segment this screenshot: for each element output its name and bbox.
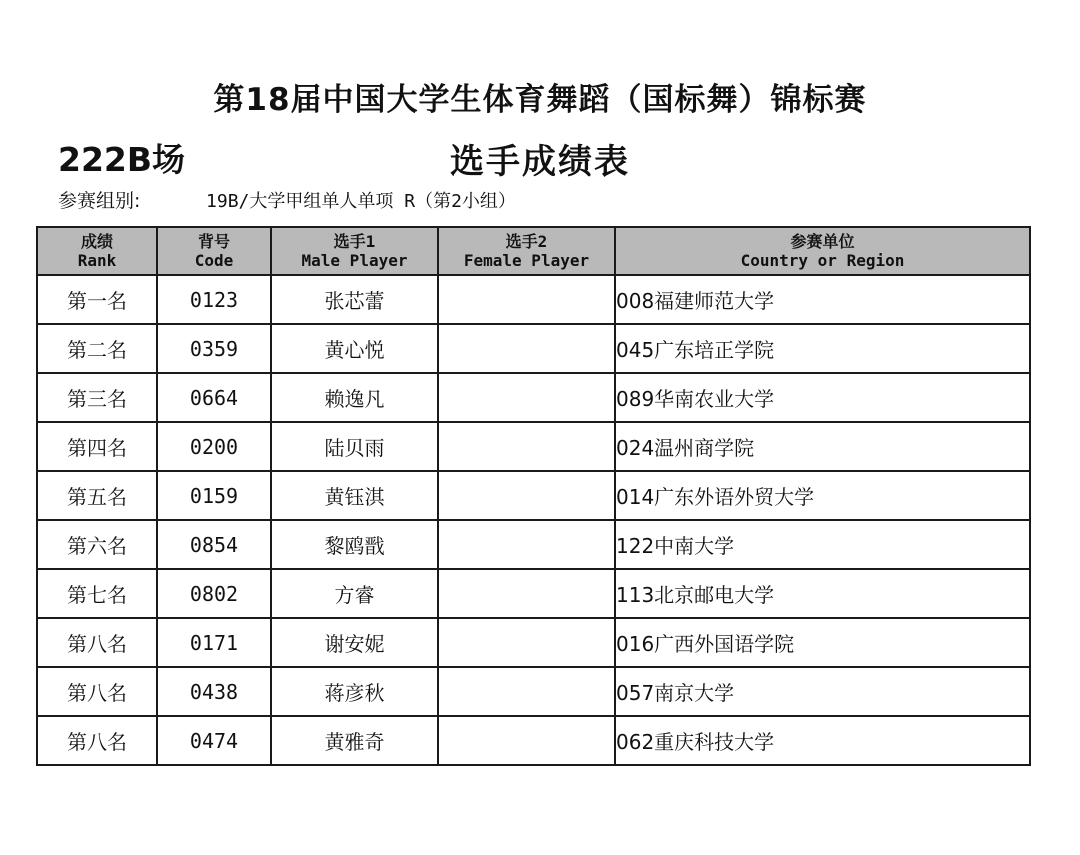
table-row <box>37 520 1030 569</box>
cell-male-player: 陆贝雨 <box>271 422 438 471</box>
col-header-code <box>157 227 271 275</box>
table-row <box>37 618 1030 667</box>
col-header-zh: 选手2 <box>505 232 548 251</box>
cell-unit: 045广东培正学院 <box>615 324 1030 373</box>
cell-male-player: 张芯蕾 <box>271 275 438 324</box>
cell-female-player <box>438 520 615 569</box>
cell-code: 0359 <box>157 324 271 373</box>
cell-code: 0159 <box>157 471 271 520</box>
group-label: 参赛组别: <box>58 190 141 212</box>
table-row <box>37 716 1030 765</box>
cell-male-player: 赖逸凡 <box>271 373 438 422</box>
cell-code: 0474 <box>157 716 271 765</box>
cell-code: 0200 <box>157 422 271 471</box>
col-header-female-player <box>438 227 615 275</box>
cell-male-player: 黄雅奇 <box>271 716 438 765</box>
cell-rank: 第三名 <box>37 373 157 422</box>
col-header-zh: 参赛单位 <box>790 232 855 251</box>
cell-unit: 024温州商学院 <box>615 422 1030 471</box>
cell-unit: 016广西外国语学院 <box>615 618 1030 667</box>
cell-female-player <box>438 618 615 667</box>
cell-male-player: 黄钰淇 <box>271 471 438 520</box>
group-value: 19B/大学甲组单人单项 R（第2小组） <box>206 191 516 212</box>
cell-rank: 第五名 <box>37 471 157 520</box>
cell-rank: 第八名 <box>37 716 157 765</box>
cell-female-player <box>438 324 615 373</box>
cell-female-player <box>438 373 615 422</box>
cell-code: 0854 <box>157 520 271 569</box>
col-header-en: Country or Region <box>740 251 905 270</box>
cell-female-player <box>438 569 615 618</box>
col-header-zh: 背号 <box>197 232 230 251</box>
cell-code: 0664 <box>157 373 271 422</box>
cell-female-player <box>438 716 615 765</box>
table-row <box>37 324 1030 373</box>
results-body <box>37 275 1030 765</box>
table-row <box>37 667 1030 716</box>
cell-rank: 第二名 <box>37 324 157 373</box>
results-table <box>36 226 1031 766</box>
table-row <box>37 373 1030 422</box>
cell-male-player: 黄心悦 <box>271 324 438 373</box>
cell-male-player: 方睿 <box>271 569 438 618</box>
col-header-en: Female Player <box>463 251 590 270</box>
cell-rank: 第八名 <box>37 618 157 667</box>
cell-male-player: 黎鸥戬 <box>271 520 438 569</box>
table-row <box>37 471 1030 520</box>
cell-rank: 第六名 <box>37 520 157 569</box>
cell-unit: 062重庆科技大学 <box>615 716 1030 765</box>
table-row <box>37 569 1030 618</box>
cell-rank: 第七名 <box>37 569 157 618</box>
cell-code: 0438 <box>157 667 271 716</box>
cell-female-player <box>438 275 615 324</box>
cell-rank: 第八名 <box>37 667 157 716</box>
cell-rank: 第四名 <box>37 422 157 471</box>
document-title: 选手成绩表 <box>450 142 630 182</box>
cell-unit: 113北京邮电大学 <box>615 569 1030 618</box>
cell-unit: 057南京大学 <box>615 667 1030 716</box>
session-label: 222B场 <box>58 140 186 179</box>
cell-unit: 014广东外语外贸大学 <box>615 471 1030 520</box>
cell-unit: 122中南大学 <box>615 520 1030 569</box>
cell-unit: 089华南农业大学 <box>615 373 1030 422</box>
col-header-en: Male Player <box>301 251 408 270</box>
cell-rank: 第一名 <box>37 275 157 324</box>
cell-female-player <box>438 422 615 471</box>
col-header-rank <box>37 227 157 275</box>
col-header-zh: 选手1 <box>333 232 376 251</box>
cell-code: 0802 <box>157 569 271 618</box>
col-header-en: Rank <box>77 251 117 270</box>
cell-female-player <box>438 471 615 520</box>
cell-code: 0123 <box>157 275 271 324</box>
col-header-en: Code <box>194 251 234 270</box>
table-row <box>37 422 1030 471</box>
col-header-male-player <box>271 227 438 275</box>
cell-unit: 008福建师范大学 <box>615 275 1030 324</box>
table-row <box>37 275 1030 324</box>
col-header-zh: 成绩 <box>80 232 113 251</box>
cell-code: 0171 <box>157 618 271 667</box>
table-header-row <box>37 227 1030 275</box>
cell-male-player: 谢安妮 <box>271 618 438 667</box>
group-info <box>58 186 516 213</box>
cell-female-player <box>438 667 615 716</box>
cell-male-player: 蒋彦秋 <box>271 667 438 716</box>
col-header-unit <box>615 227 1030 275</box>
event-title: 第18届中国大学生体育舞蹈（国标舞）锦标赛 <box>213 82 867 118</box>
